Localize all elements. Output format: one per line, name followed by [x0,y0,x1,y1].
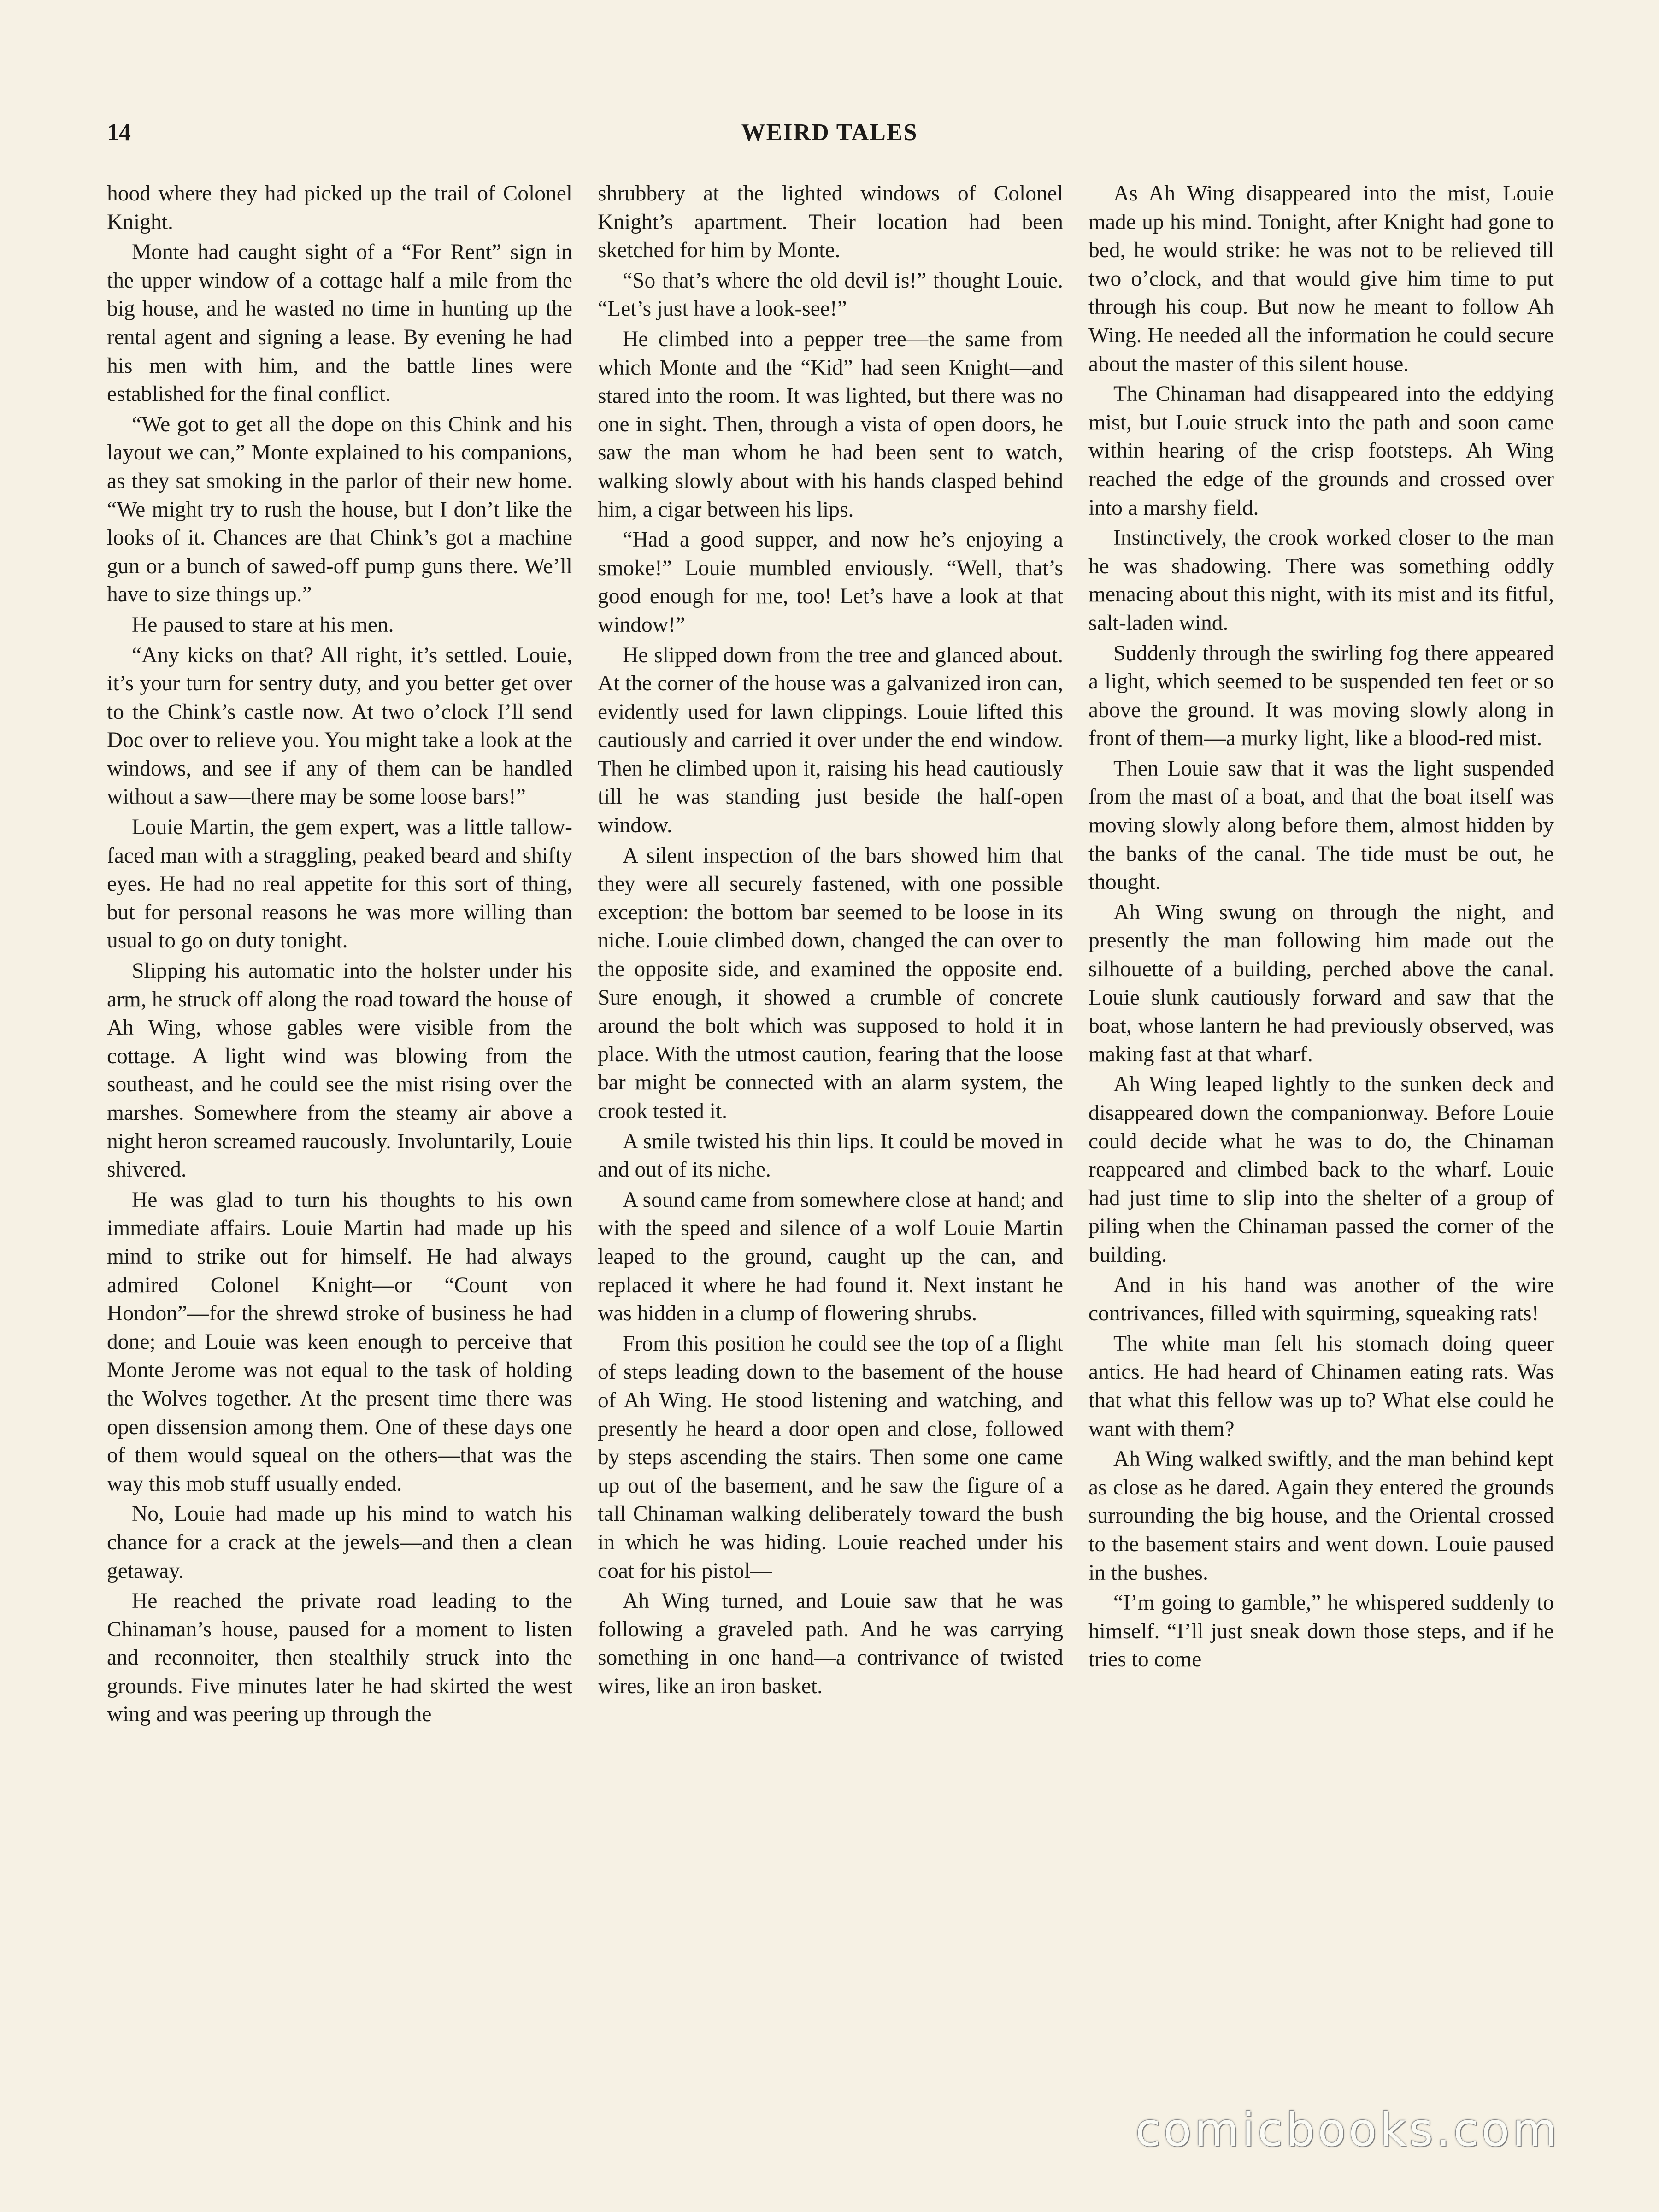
paragraph: As Ah Wing disappeared into the mist, Louie made up his mind. Tonight, after Knight had gone to bed, he would strike: he was not to be relieved till two o’clock, and that would give him time to put through his coup. But now he meant to follow Ah Wing. He needed all the information he could secure about the master of this silent house. [1088,182,1554,376]
paragraph: “So that’s where the old devil is!” thought Louie. “Let’s just have a look-see!” [598,268,1063,321]
paragraph: hood where they had picked up the trail of Colonel Knight. [107,182,572,234]
paragraph: Slipping his automatic into the holster under his arm, he struck off along the road toward the house of Ah Wing, whose gables were visible from the cottage. A light wind was blowing from the southeast, and he could see the mist rising over the marshes. Somewhere from the steamy air above a night heron screamed raucously. Involuntarily, Louie shivered. [107,959,572,1182]
page-number: 14 [107,119,131,146]
paragraph: “I’m going to gamble,” he whispered suddenly to himself. “I’ll just sneak down those steps, and if he tries to come [1088,1591,1554,1672]
paragraph: Then Louie saw that it was the light suspended from the mast of a boat, and that the boat itself was moving slowly along before them, almost hidden by the banks of the canal. The tide must be out, he thought. [1088,756,1554,894]
paragraph: And in his hand was another of the wire contrivances, filled with squirming, squeaking rats! [1088,1273,1554,1326]
paragraph: Ah Wing turned, and Louie saw that he was following a graveled path. And he was carrying something in one hand—a contrivance of twisted wires, like an iron basket. [598,1589,1063,1698]
paragraph: “We got to get all the dope on this Chink and his layout we can,” Monte explained to his companions, as they sat smoking in the parlor of their new home. “We might try to rush the house, but I don’t like the looks of it. Chances are that Chink’s got a machine gun or a bunch of sawed-off pump guns there. We’ll have to size things up.” [107,412,572,607]
column-2 [598,180,1063,2065]
paragraph: “Had a good supper, and now he’s enjoying a smoke!” Louie mumbled enviously. “Well, that’s good enough for me, too! Let’s have a look at that window!” [598,528,1063,637]
paragraph: “Any kicks on that? All right, it’s settled. Louie, it’s your turn for sentry duty, and you better get over to the Chink’s castle now. At two o’clock I’ll send Doc over to relieve you. You might take a look at the windows, and see if any of them can be handled without a saw—there may be some loose bars!” [107,643,572,809]
paragraph: The white man felt his stomach doing queer antics. He had heard of Chinamen eating rats. Was that what this fellow was up to? What else could he want with them? [1088,1331,1554,1441]
paragraph: Louie Martin, the gem expert, was a little tallow-faced man with a straggling, peaked beard and shifty eyes. He had no real appetite for this sort of thing, but for personal reasons he was more willing than usual to go on duty tonight. [107,815,572,953]
running-head: WEIRD TALES [741,119,918,146]
paragraph: Instinctively, the crook worked closer to the man he was shadowing. There was something oddly menacing about this night, with its mist and its fitful, salt-laden wind. [1088,526,1554,635]
paragraph: From this position he could see the top of a flight of steps leading down to the basement of the house of Ah Wing. He stood listening and watching, and presently he heard a door open and close, followed by steps ascending the stairs. Then some one came up out of the basement, and he saw the figure of a tall Chinaman walking deliberately toward the bush in which he was hiding. Louie reached under his coat for his pistol— [598,1331,1063,1583]
paragraph: A sound came from somewhere close at hand; and with the speed and silence of a wolf Louie Martin leaped to the ground, caught up the can, and replaced it where he had found it. Next instant he was hidden in a clump of flowering shrubs. [598,1188,1063,1326]
paragraph: A smile twisted his thin lips. It could be moved in and out of its niche. [598,1129,1063,1182]
paragraph: He slipped down from the tree and glanced about. At the corner of the house was a galvanized iron can, evidently used for lawn clippings. Louie lifted this cautiously and carried it over under the end window. Then he climbed upon it, raising his head cautiously till he was standing just beside the half-open window. [598,643,1063,838]
paragraph: He was glad to turn his thoughts to his own immediate affairs. Louie Martin had made up his mind to strike out for himself. He had always admired Colonel Knight—or “Count von Hondon”—for the shrewd stroke of business he had done; and Louie was keen enough to perceive that Monte Jerome was not equal to the task of holding the Wolves together. At the present time there was open dissension among them. One of these days one of them would squeal on the others—that was the way this mob stuff usually ended. [107,1188,572,1496]
paragraph: Monte had caught sight of a “For Rent” sign in the upper window of a cottage half a mile from the big house, and he wasted no time in hunting up the rental agent and signing a lease. By evening he had his men with him, and the battle lines were established for the final conflict. [107,240,572,406]
paragraph: Ah Wing swung on through the night, and presently the man following him made out the silhouette of a building, perched above the canal. Louie slunk cautiously forward and saw that the boat, whose lantern he had previously observed, was making fast at that wharf. [1088,900,1554,1066]
paragraph: He climbed into a pepper tree—the same from which Monte and the “Kid” had seen Knight—and stared into the room. It was lighted, but there was no one in sight. Then, through a vista of open doors, he saw the man whom he had been sent to watch, walking slowly about with his hands clasped behind him, a cigar between his lips. [598,327,1063,522]
paragraph: shrubbery at the lighted windows of Colonel Knight’s apartment. Their location had been sketched for him by Monte. [598,182,1063,263]
paragraph: He paused to stare at his men. [132,612,394,637]
paragraph: Ah Wing walked swiftly, and the man behind kept as close as he dared. Again they entered the grounds surrounding the big house, and the Oriental crossed to the basement stairs and went down. Louie paused in the bushes. [1088,1447,1554,1585]
paragraph: The Chinaman had disappeared into the eddying mist, but Louie struck into the path and soon came within hearing of the crisp footsteps. Ah Wing reached the edge of the grounds and crossed over into a marshy field. [1088,382,1554,520]
column-1 [107,180,572,2065]
article-columns [107,180,1554,2065]
column-3 [1088,180,1554,2065]
page-header [107,119,1552,156]
paragraph: A silent inspection of the bars showed him that they were all securely fastened, with one possible exception: the bottom bar seemed to be loose in its niche. Louie climbed down, changed the can over to the opposite side, and examined the opposite end. Sure enough, it showed a crumble of concrete around the bolt which was supposed to hold it in place. With the utmost caution, fearing that the loose bar might be connected with an alarm system, the crook tested it. [598,843,1063,1123]
paragraph: He reached the private road leading to the Chinaman’s house, paused for a moment to listen and reconnoiter, then stealthily struck into the grounds. Five minutes later he had skirted the west wing and was peering up through the [107,1589,572,1727]
watermark: comicbooks.com [1135,2103,1560,2157]
paragraph: No, Louie had made up his mind to watch his chance for a crack at the jewels—and then a clean getaway. [107,1502,572,1583]
paragraph: Suddenly through the swirling fog there appeared a light, which seemed to be suspended ten feet or so above the ground. It was moving slowly along in front of them—a murky light, like a blood-red mist. [1088,641,1554,751]
paragraph: Ah Wing leaped lightly to the sunken deck and disappeared down the companionway. Before Louie could decide what he was to do, the Chinaman reappeared and climbed back to the wharf. Louie had just time to slip into the shelter of a group of piling when the Chinaman passed the corner of the building. [1088,1072,1554,1267]
